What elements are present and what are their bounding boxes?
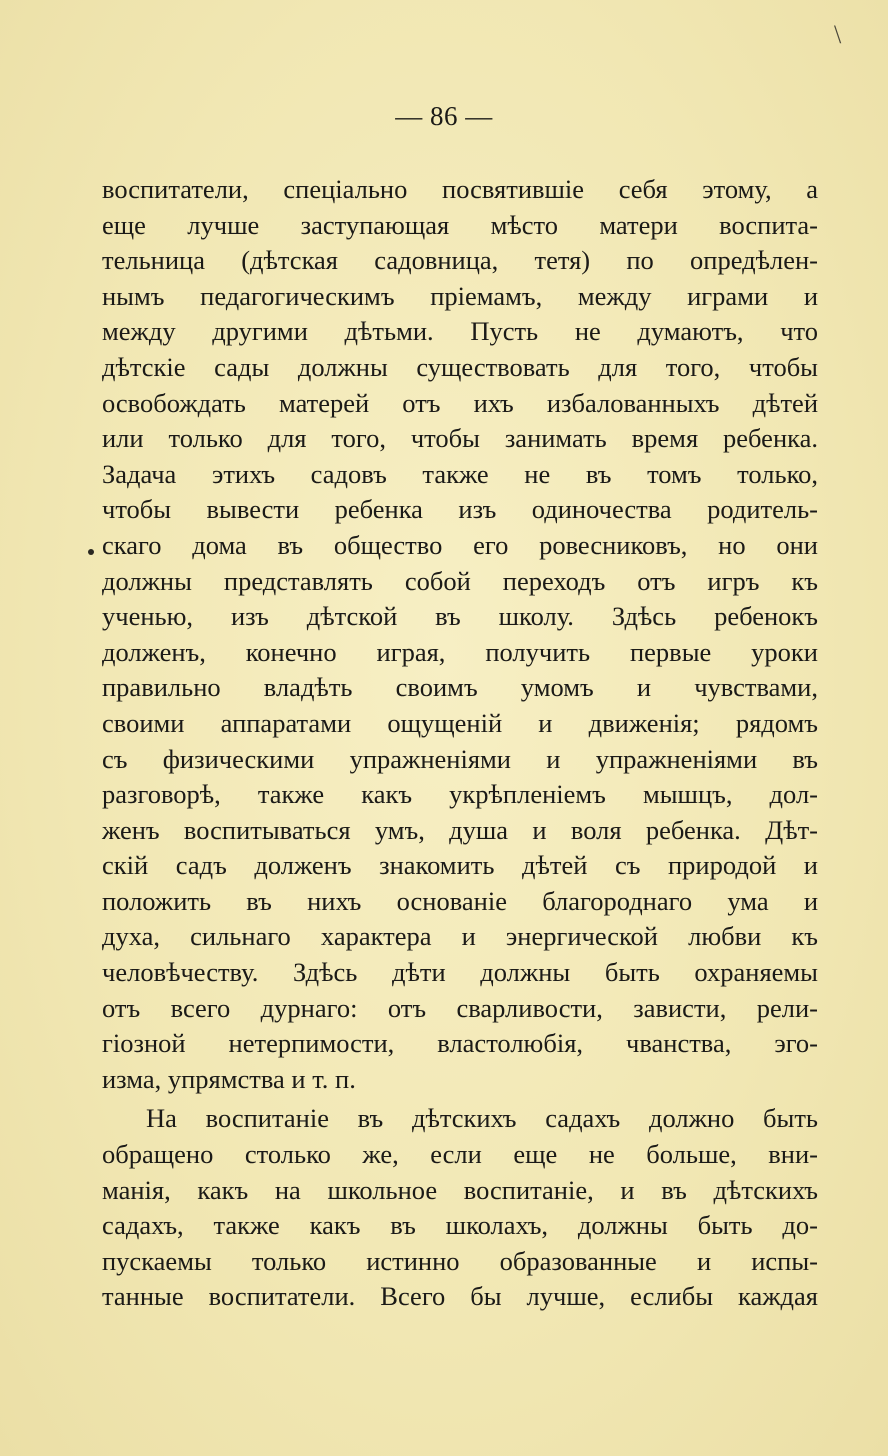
text-line: человѣчеству. Здѣсь дѣти должны быть охраняемы	[102, 957, 818, 988]
text-line: Задача этихъ садовъ также не въ томъ только,	[102, 458, 818, 489]
text-line: нымъ педагогическимъ пріемамъ, между играми и	[102, 280, 818, 311]
text-line: гіозной нетерпимости, властолюбія, чванства, эго-	[102, 1028, 818, 1059]
text-line: На воспитаніе въ дѣтскихъ садахъ должно быть	[146, 1103, 818, 1134]
text-line: воспитатели, спеціально посвятившіе себя этому, а	[102, 174, 818, 204]
text-line: еще лучше заступающая мѣсто матери воспита-	[102, 209, 818, 240]
text-line: съ физическими упражненіями и упражненіями въ	[102, 743, 818, 774]
page-number: — 86 —	[395, 101, 493, 131]
text-line: разговорѣ, также какъ укрѣпленіемъ мышцъ, дол-	[102, 779, 818, 810]
margin-dot	[88, 549, 94, 555]
text-line: садахъ, также какъ въ школахъ, должны быть до-	[102, 1210, 818, 1241]
text-line: положить въ нихъ основаніе благороднаго ума и	[102, 885, 818, 916]
text-line: или только для того, чтобы занимать время ребенка.	[102, 423, 818, 454]
text-line: своими аппаратами ощущеній и движенія; рядомъ	[102, 707, 818, 738]
corner-mark: \	[834, 20, 842, 49]
text-line: скій садъ долженъ знакомить дѣтей съ природой и	[102, 850, 818, 881]
text-line: пускаемы только истинно образованные и испы-	[102, 1245, 818, 1276]
text-line: отъ всего дурнаго: отъ сварливости, зависти, рели-	[102, 992, 818, 1023]
text-line: скаго дома въ общество его ровесниковъ, но они	[102, 529, 818, 560]
text-line: обращено столько же, если еще не больше, вни-	[102, 1139, 818, 1170]
text-line: ученью, изъ дѣтской въ школу. Здѣсь ребенокъ	[102, 601, 818, 632]
text-line: долженъ, конечно играя, получить первые уроки	[102, 636, 818, 667]
text-line: правильно владѣть своимъ умомъ и чувствами,	[102, 672, 818, 703]
text-line: манія, какъ на школьное воспитаніе, и въ дѣтскихъ	[102, 1174, 818, 1205]
text-line: духа, сильнаго характера и энергической любви къ	[102, 921, 818, 952]
paragraph-1	[102, 172, 818, 1097]
paragraph-2	[102, 1101, 818, 1315]
text-line: изма, упрямства и т. п.	[102, 1063, 356, 1094]
text-line: дѣтскіе сады должны существовать для того, чтобы	[102, 351, 818, 382]
text-line: тельница (дѣтская садовница, тетя) по опредѣлен-	[102, 245, 818, 276]
text-line: женъ воспитываться умъ, душа и воля ребенка. Дѣт-	[102, 814, 818, 845]
text-line: танные воспитатели. Всего бы лучше, еслибы каждая	[102, 1281, 818, 1312]
body-text	[102, 172, 818, 1315]
text-line: между другими дѣтьми. Пусть не думаютъ, что	[102, 316, 818, 347]
text-line: освобождать матерей отъ ихъ избалованныхъ дѣтей	[102, 387, 818, 418]
text-line: должны представлять собой переходъ отъ игръ къ	[102, 565, 818, 596]
text-line: чтобы вывести ребенка изъ одиночества родитель-	[102, 494, 818, 525]
